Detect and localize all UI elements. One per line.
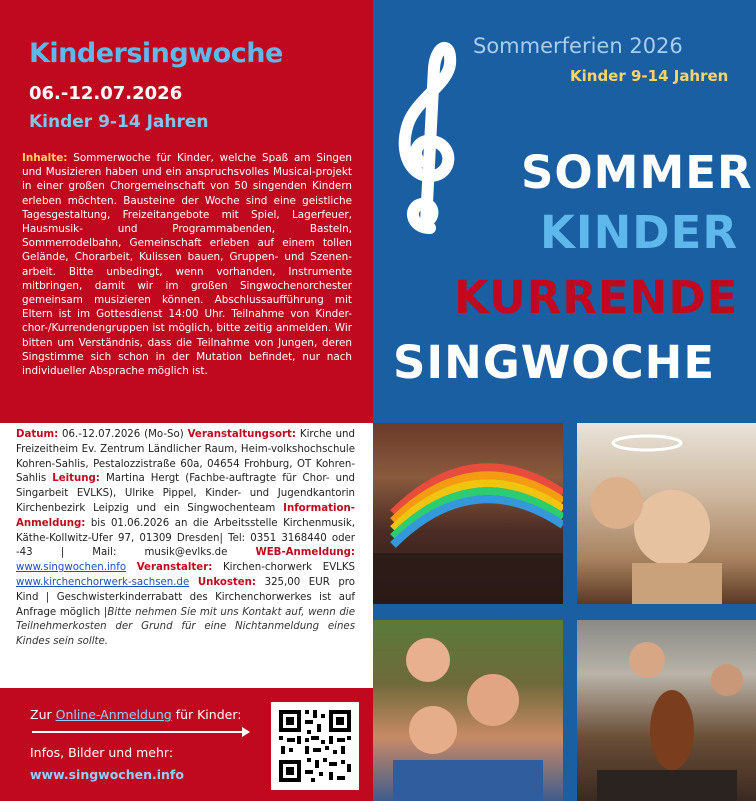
season-age: Kinder 9-14 Jahren (570, 67, 729, 85)
online-suffix: für Kinder: (171, 707, 242, 722)
inhalt-text: Sommerwoche für Kinder, welche Spaß am Singen und Musizieren haben und ein anspruchsvolles Musical-projekt in einer großen Chorgemeinschaft von 50 singenden Kindern erleben möchten. Bausteine der Woche sind eine geistliche Tagesgestaltung, Freizeitangebote mit Spiel, Lagerfeuer, Hausmusik- und Programmabenden, Basteln, Sommerrodelbahn, Gemeinschaft erleben auf einem tollen Gelände, Chorarbeit, Kulissen bauen, Gruppen- und Szenen-arbeit. Bitte unbedingt, wenn vorhanden, Instrumente mitbringen, damit wir im großen Singwochenorchester gemeinsam musizieren können. Abschlussaufführung mit Eltern ist im Gottesdienst 14:00 Uhr. Teilnahme von Kinder-chor-/Kurrendengruppen ist möglich, bitte zeitig anmelden. Wir bitten um Verständnis, dass die Teilnahme von Jungen, deren Singstimme sich schon in der Mutation befindet, nur nach individueller Absprache möglich ist. (22, 152, 352, 378)
footer-url[interactable]: www.singwochen.info (30, 767, 184, 782)
veranstalter-label: Veranstalter: (136, 562, 213, 574)
unkosten-note: Bitte nehmen Sie mit uns Kontakt auf, wenn die Teilnehmerkosten der Grund für eine Nichtanmeldung eines Kindes sein sollte. (16, 606, 355, 648)
photo-church-rainbow (373, 423, 563, 604)
veranstalter-link[interactable]: www.kirchenchorwerk-sachsen.de (16, 576, 190, 588)
event-date: 06.-12.07.2026 (29, 83, 183, 104)
web-label: WEB-Anmeldung: (255, 547, 355, 559)
qr-code-graphic (271, 702, 359, 790)
treble-clef-icon (390, 38, 460, 242)
anmeldung-value: bis 01.06.2026 an die Arbeitsstelle Kirchenmusik, Käthe-Kollwitz-Ufer 97, 01309 Dresden| Tel: 0351 3168440 oder -43 | Mail: musik@evlks.de (16, 517, 355, 559)
content-description (22, 151, 352, 378)
photo-girls-angels (577, 423, 756, 604)
headline-kurrende: KURRENDE (454, 271, 739, 324)
web-link[interactable]: www.singwochen.info (16, 562, 127, 574)
arrow-right-icon (32, 731, 248, 733)
season-title: Sommerferien 2026 (473, 34, 683, 58)
qr-code[interactable] (271, 702, 359, 790)
leitung-value: Martina Hergt (Fachbe-auftragte für Chor- und Singarbeit EVLKS), Ulrike Pippel, Kinder- und Jugendkantorin Kirchenbezirk Leipzig und ein Singwochenteam (16, 473, 355, 514)
headline-singwoche: SINGWOCHE (393, 336, 716, 389)
photo-orchestra (577, 620, 756, 801)
info-text: Infos, Bilder und mehr: (30, 745, 174, 760)
veranstalter-value: Kirchen-chorwerk EVLKS (212, 562, 355, 574)
inhalt-label: Inhalte: (22, 152, 68, 164)
online-prefix: Zur (30, 707, 56, 722)
unkosten-value: 325,00 EUR pro Kind | Geschwisterkinderrabatt des Kirchenchorwerkes ist auf Anfrage möglich | (16, 576, 355, 618)
ort-label: Veranstaltungsort: (187, 429, 296, 440)
online-registration (30, 707, 241, 722)
datum-value: 06.-12.07.2026 (Mo-So) (58, 429, 188, 440)
headline-kinder: KINDER (540, 206, 739, 259)
leitung-label: Leitung: (52, 473, 100, 485)
datum-label: Datum: (16, 429, 59, 440)
unkosten-label: Unkosten: (197, 576, 257, 588)
details-text (16, 428, 355, 650)
anmeldung-label: Information-Anmeldung: (16, 502, 355, 529)
photo-boys-group (373, 620, 563, 801)
page-title: Kindersingwoche (29, 38, 283, 69)
headline-sommer: SOMMER (521, 146, 753, 199)
ort-value: Kirche und Freizeitheim Ev. Zentrum Ländlicher Raum, Heim-volkshochschule Kohren-Sahlis, Pestalozzistraße 60a, 04654 Frohburg, OT Kohren-Sahlis (16, 429, 355, 485)
age-range: Kinder 9-14 Jahren (29, 112, 209, 132)
online-link[interactable]: Online-Anmeldung (55, 707, 172, 722)
